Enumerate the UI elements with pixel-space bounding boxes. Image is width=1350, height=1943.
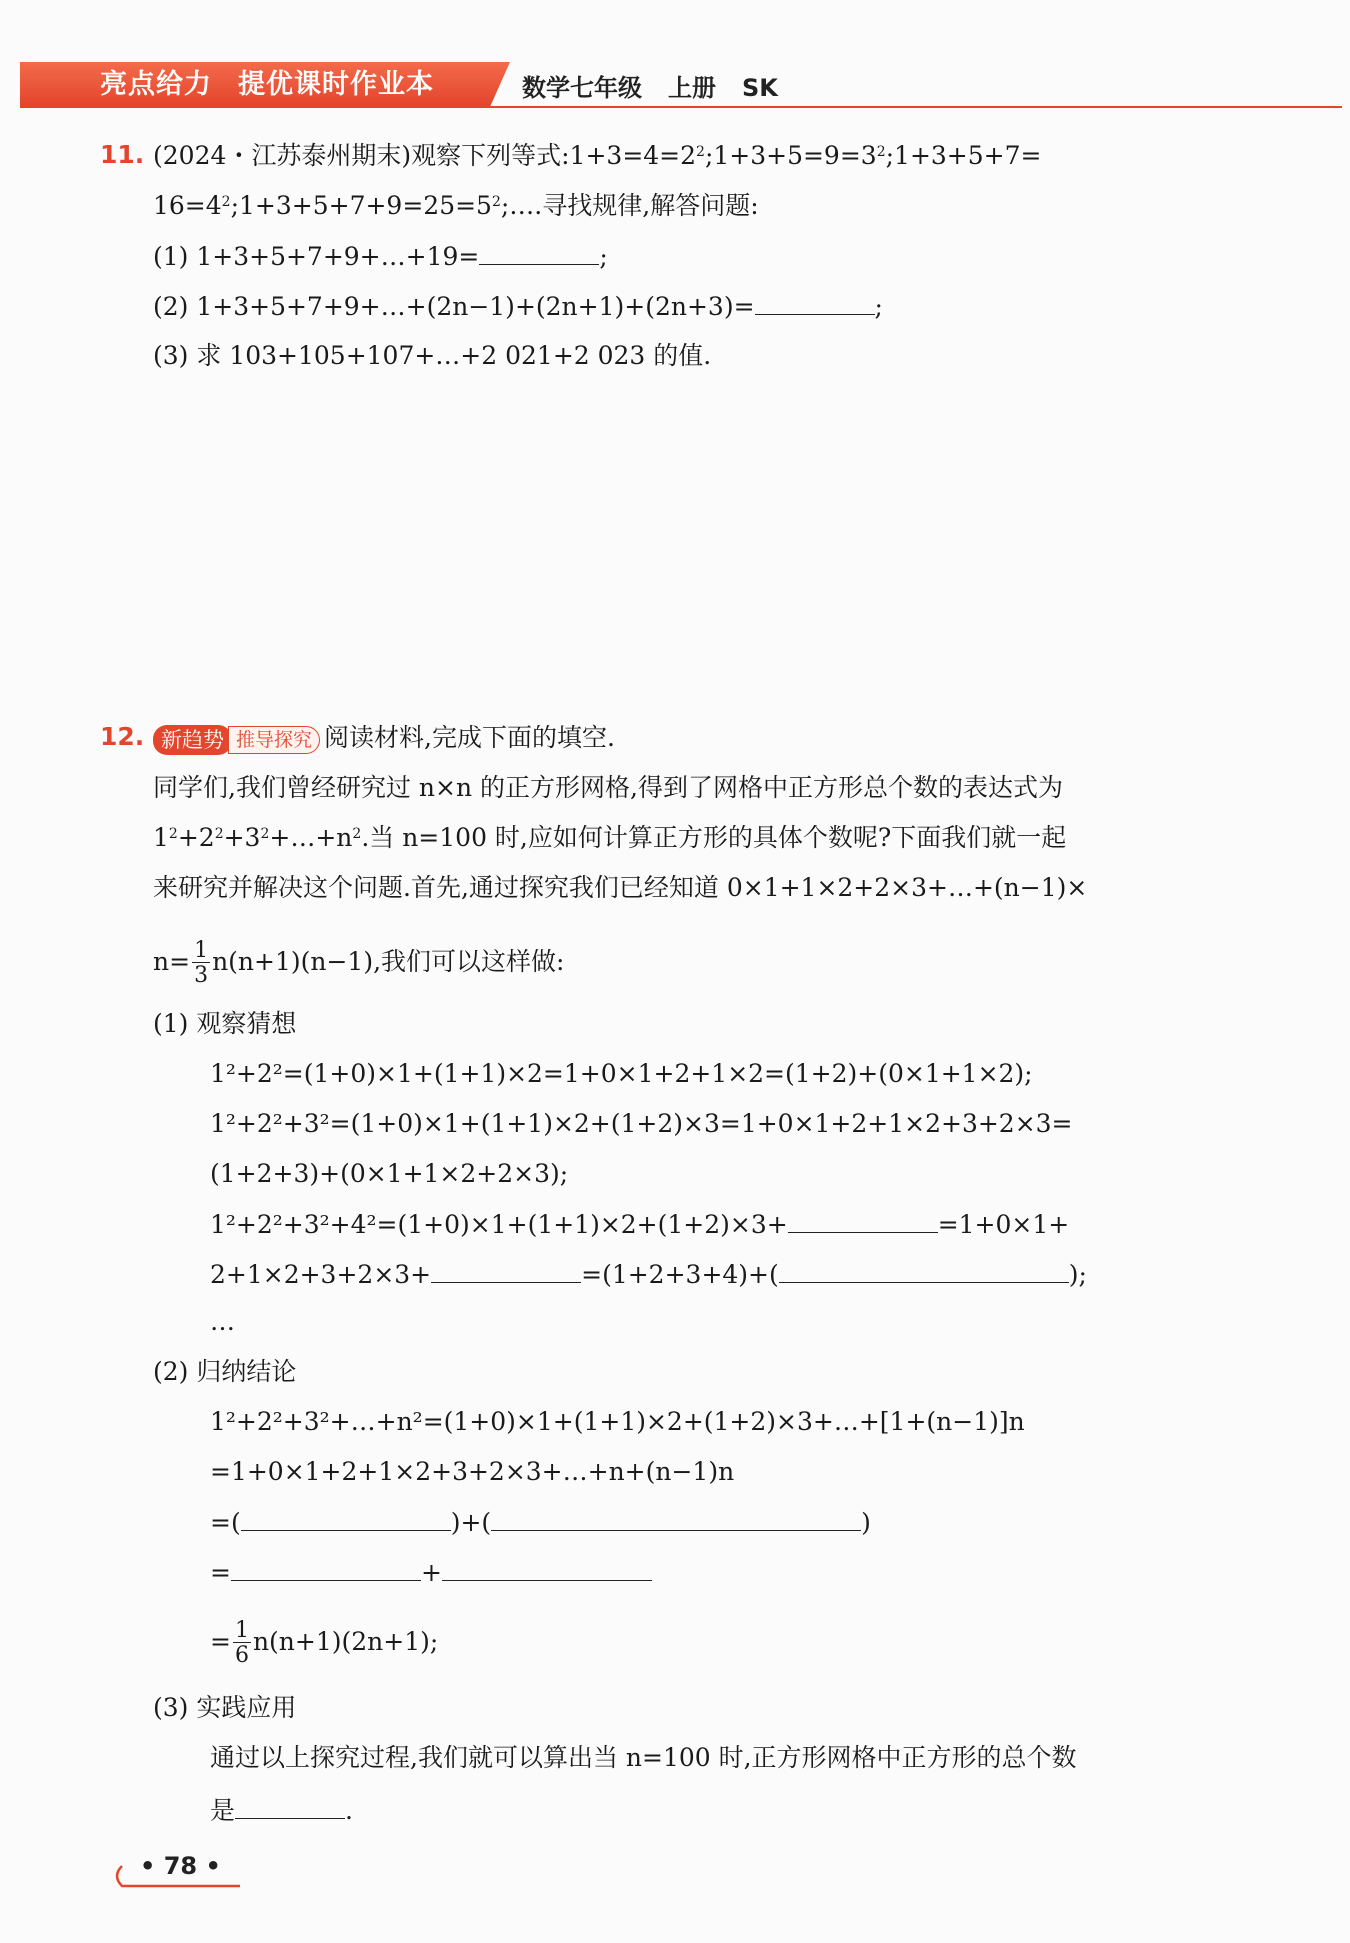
q11-part3: (3) 求 103+105+107+…+2 021+2 023 的值. bbox=[153, 341, 712, 370]
s2-line3: =( )+( ) bbox=[210, 1504, 871, 1540]
q11-intro: (2024・江苏泰州期末)观察下列等式$:1+3=4=2^2;1+3+5=9=3^2;1+3+5+7=$ bbox=[153, 141, 1042, 170]
q12-para3: 来研究并解决这个问题.首先,通过探究我们已经知道 0×1+1×2+2×3+…+(n−1)× bbox=[153, 873, 1088, 902]
tag-new-trend: 新趋势 bbox=[153, 725, 232, 755]
q12-para4: n= $\frac{1}{3}$ n(n+1)(n−1),我们可以这样做: bbox=[153, 938, 565, 988]
q11-intro-line2: $16=4^2;1+3+5+7+9=25=5^2;\dots$.寻找规律,解答问题: bbox=[153, 191, 759, 220]
answer-blank[interactable] bbox=[479, 238, 599, 265]
question-12-number: 12. bbox=[100, 722, 145, 751]
q12-para1: 同学们,我们曾经研究过 n×n 的正方形网格,得到了网格中正方形总个数的表达式为 bbox=[153, 773, 1063, 802]
q12-intro: 新趋势 推导探究 阅读材料,完成下面的填空. bbox=[153, 720, 615, 756]
question-11-number: 11. bbox=[100, 140, 145, 169]
header-rule bbox=[20, 106, 1342, 108]
s1-ellipsis: … bbox=[210, 1307, 235, 1336]
s2-line1: 1²+2²+3²+…+n²=(1+0)×1+(1+1)×2+(1+2)×3+…+[1+(n−1)]n bbox=[210, 1407, 1025, 1436]
s1-line2: 1²+2²+3²=(1+0)×1+(1+1)×2+(1+2)×3=1+0×1+2+1×2+3+2×3= bbox=[210, 1109, 1073, 1138]
s2-line5: = $\frac{1}{6}$ n(n+1)(2n+1); bbox=[210, 1618, 439, 1668]
page-number: • 78 • bbox=[140, 1852, 221, 1880]
answer-blank[interactable] bbox=[755, 288, 875, 315]
s1-line5: 2+1×2+3+2×3+ =(1+2+3+4)+( ); bbox=[210, 1256, 1087, 1292]
edition-label: SK bbox=[742, 74, 778, 102]
s1-line3: (1+2+3)+(0×1+1×2+2×3); bbox=[210, 1159, 569, 1188]
answer-blank[interactable] bbox=[788, 1206, 938, 1233]
section-3-title: (3) 实践应用 bbox=[153, 1693, 297, 1722]
fraction: $\frac{1}{6}$ bbox=[234, 1618, 249, 1668]
s3-line2: 是 . bbox=[210, 1792, 353, 1828]
s1-line4: 1²+2²+3²+4²=(1+0)×1+(1+1)×2+(1+2)×3+ =1+0×1+ bbox=[210, 1206, 1069, 1242]
answer-blank[interactable] bbox=[491, 1504, 861, 1531]
subject-label: 数学七年级 bbox=[522, 74, 642, 102]
subject-info bbox=[522, 70, 804, 106]
series-title-b: 提优课时作业本 bbox=[238, 69, 434, 100]
fraction: $\frac{1}{3}$ bbox=[194, 938, 209, 988]
s2-line4: = + bbox=[210, 1554, 652, 1590]
series-title-a: 亮点给力 bbox=[100, 69, 212, 100]
section-1-title: (1) 观察猜想 bbox=[153, 1009, 297, 1038]
answer-blank[interactable] bbox=[231, 1554, 421, 1581]
s3-line1: 通过以上探究过程,我们就可以算出当 n=100 时,正方形网格中正方形的总个数 bbox=[210, 1743, 1077, 1772]
volume-label: 上册 bbox=[668, 74, 716, 102]
q12-para2: $1^2+2^2+3^2+\dots+n^2$.当 n=100 时,应如何计算正方形的具体个数呢?下面我们就一起 bbox=[153, 823, 1067, 852]
answer-blank[interactable] bbox=[235, 1792, 345, 1819]
answer-blank[interactable] bbox=[442, 1554, 652, 1581]
answer-blank[interactable] bbox=[431, 1256, 581, 1283]
series-title bbox=[100, 67, 434, 103]
answer-blank[interactable] bbox=[241, 1504, 451, 1531]
q11-part1: (1) 1+3+5+7+9+…+19= ; bbox=[153, 238, 608, 274]
section-2-title: (2) 归纳结论 bbox=[153, 1357, 297, 1386]
s2-line2: =1+0×1+2+1×2+3+2×3+…+n+(n−1)n bbox=[210, 1457, 735, 1486]
q11-part2: (2) 1+3+5+7+9+…+(2n−1)+(2n+1)+(2n+3)= ; bbox=[153, 288, 883, 324]
s1-line1: 1²+2²=(1+0)×1+(1+1)×2=1+0×1+2+1×2=(1+2)+(0×1+1×2); bbox=[210, 1059, 1033, 1088]
tag-derivation: 推导探究 bbox=[228, 726, 320, 754]
answer-blank[interactable] bbox=[779, 1256, 1069, 1283]
